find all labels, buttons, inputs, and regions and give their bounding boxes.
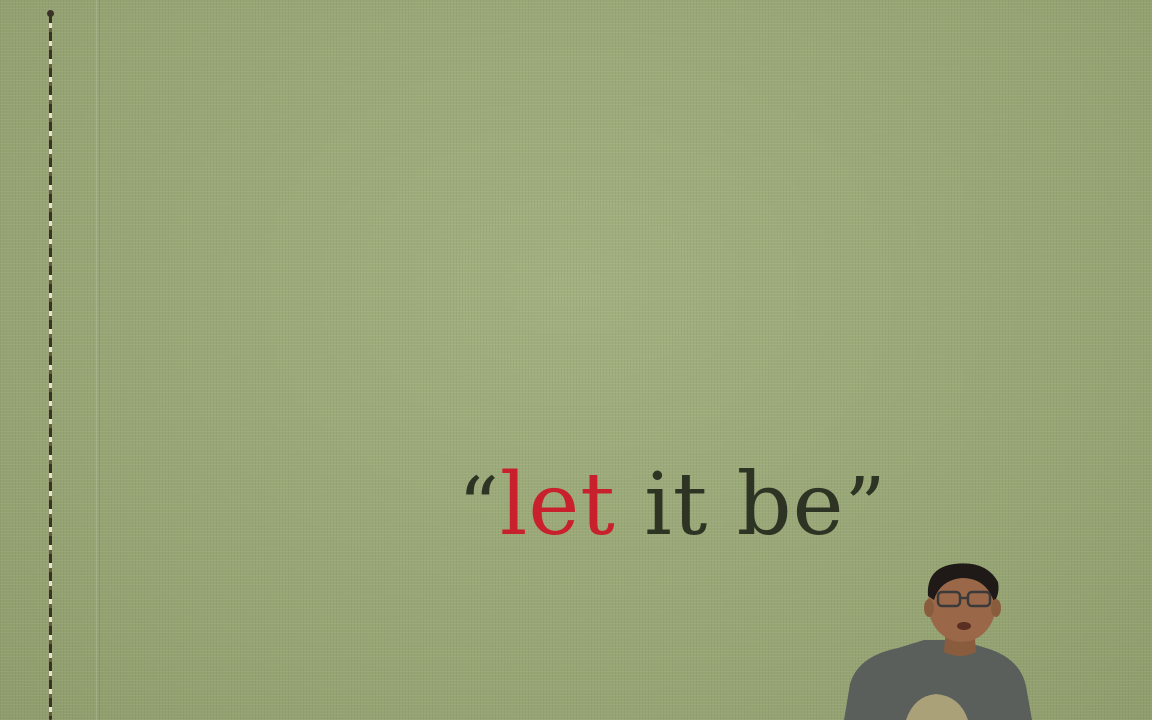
stitch-thread [49, 14, 52, 720]
presenter-webcam-overlay [836, 556, 1036, 720]
quote-text [458, 455, 886, 555]
quote-word-let: let [499, 455, 616, 555]
presenter-ear-right [991, 599, 1001, 617]
presenter-ear-left [924, 599, 934, 617]
quote-words-it-be: it be [644, 455, 845, 555]
presenter-mouth [957, 622, 971, 630]
fabric-seam [96, 0, 97, 720]
stitch-knot [47, 10, 54, 17]
quote-open-mark: “ [458, 460, 500, 553]
fabric-seam-shadow [99, 0, 100, 720]
quote-close-mark: ” [844, 460, 887, 553]
